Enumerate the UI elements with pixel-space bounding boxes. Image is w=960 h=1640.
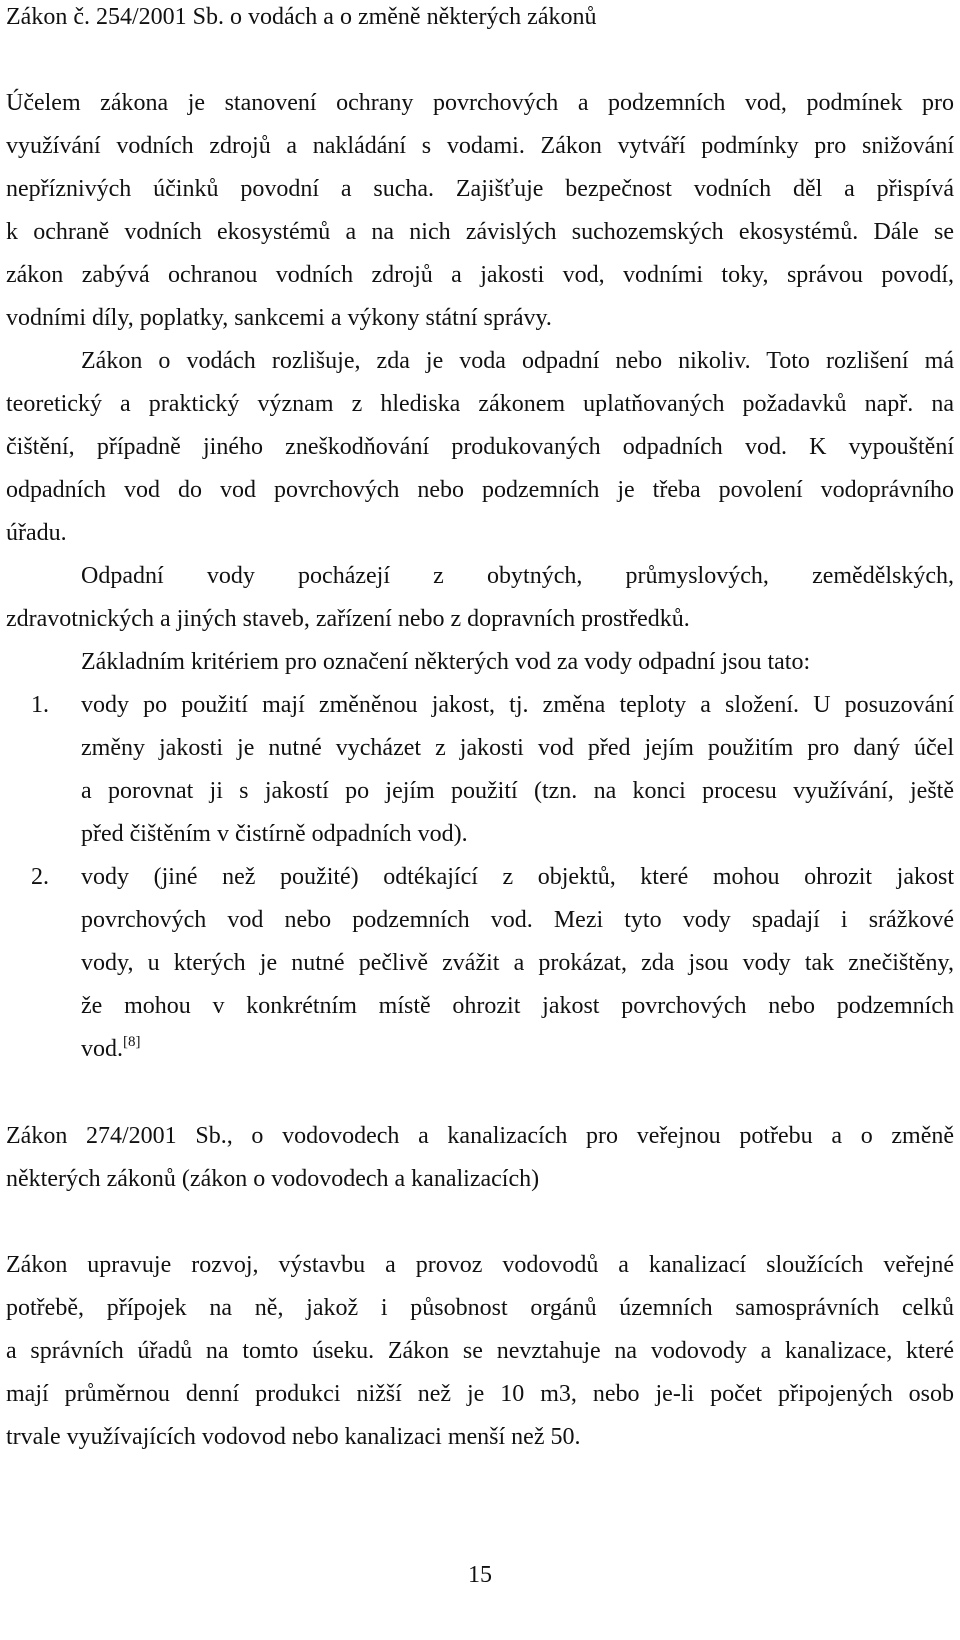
text-line: Zákon 274/2001 Sb., o vodovodech a kanalizacích pro veřejnou potřebu a o změně (6, 1123, 954, 1149)
text-line: čištění, případně jiného zneškodňování produkovaných odpadních vod. K vypouštění (6, 434, 954, 460)
text-line: a porovnat ji s jakostí po jejím použití (tzn. na konci procesu využívání, ještě (81, 778, 954, 804)
text-line: úřadu. (6, 520, 67, 546)
list-number: 2. (31, 864, 49, 890)
text-line: a správních úřadů na tomto úseku. Zákon se nevztahuje na vodovody a kanalizace, které (6, 1338, 954, 1364)
text-line: vod. (81, 1036, 123, 1062)
paragraph-criteria: Základním kritériem pro označení některých vod za vody odpadní jsou tato: (81, 649, 811, 675)
text-line: trvale využívajících vodovod nebo kanalizaci menší než 50. (6, 1424, 581, 1450)
text-line: vody po použití mají změněnou jakost, tj. změna teploty a složení. U posuzování (81, 692, 954, 718)
text-line: nepříznivých účinků povodní a sucha. Zajišťuje bezpečnost vodních děl a přispívá (6, 176, 954, 202)
text-line: vodními díly, poplatky, sankcemi a výkony státní správy. (6, 305, 552, 331)
text-line: odpadních vod do vod povrchových nebo podzemních je třeba povolení vodoprávního (6, 477, 954, 503)
text-line: zákon zabývá ochranou vodních zdrojů a jakosti vod, vodními toky, správou povodí, (6, 262, 954, 288)
text-line-with-reference (81, 1034, 954, 1064)
text-line: některých zákonů (zákon o vodovodech a kanalizacích) (6, 1166, 540, 1192)
text-line: Zákon upravuje rozvoj, výstavbu a provoz vodovodů a kanalizací sloužících veřejné (6, 1252, 954, 1278)
text-line: že mohou v konkrétním místě ohrozit jakost povrchových nebo podzemních (81, 993, 954, 1019)
text-line: změny jakosti je nutné vycházet z jakosti vod před jejím použitím pro daný účel (81, 735, 954, 761)
text-line: k ochraně vodních ekosystémů a na nich závislých suchozemských ekosystémů. Dále se (6, 219, 954, 245)
text-line: vody, u kterých je nutné pečlivě zvážit a prokázat, zda jsou vody tak znečištěny, (81, 950, 954, 976)
text-line: Účelem zákona je stanovení ochrany povrchových a podzemních vod, podmínek pro (6, 90, 954, 116)
document-page (6, 0, 954, 1640)
text-line: zdravotnických a jiných staveb, zařízení nebo z dopravních prostředků. (6, 606, 690, 632)
text-line: Odpadní vody pocházejí z obytných, průmyslových, zemědělských, (81, 563, 954, 589)
text-line: mají průměrnou denní produkci nižší než je 10 m3, nebo je-li počet připojených osob (6, 1381, 954, 1407)
text-line: využívání vodních zdrojů a nakládání s vodami. Zákon vytváří podmínky pro snižování (6, 133, 954, 159)
text-line: teoretický a praktický význam z hlediska zákonem uplatňovaných požadavků např. na (6, 391, 954, 417)
heading-water-act: Zákon č. 254/2001 Sb. o vodách a o změně některých zákonů (6, 4, 597, 30)
text-line: potřebě, přípojek na ně, jakož i působnost orgánů územních samosprávních celků (6, 1295, 954, 1321)
text-line: Zákon o vodách rozlišuje, zda je voda odpadní nebo nikoliv. Toto rozlišení má (81, 348, 954, 374)
list-number: 1. (31, 692, 49, 718)
text-line: povrchových vod nebo podzemních vod. Mezi tyto vody spadají i srážkové (81, 907, 954, 933)
citation-reference: [8] (123, 1034, 141, 1050)
page-number: 15 (468, 1562, 492, 1588)
text-line: vody (jiné než použité) odtékající z objektů, které mohou ohrozit jakost (81, 864, 954, 890)
text-line: před čištěním v čistírně odpadních vod). (81, 821, 468, 847)
